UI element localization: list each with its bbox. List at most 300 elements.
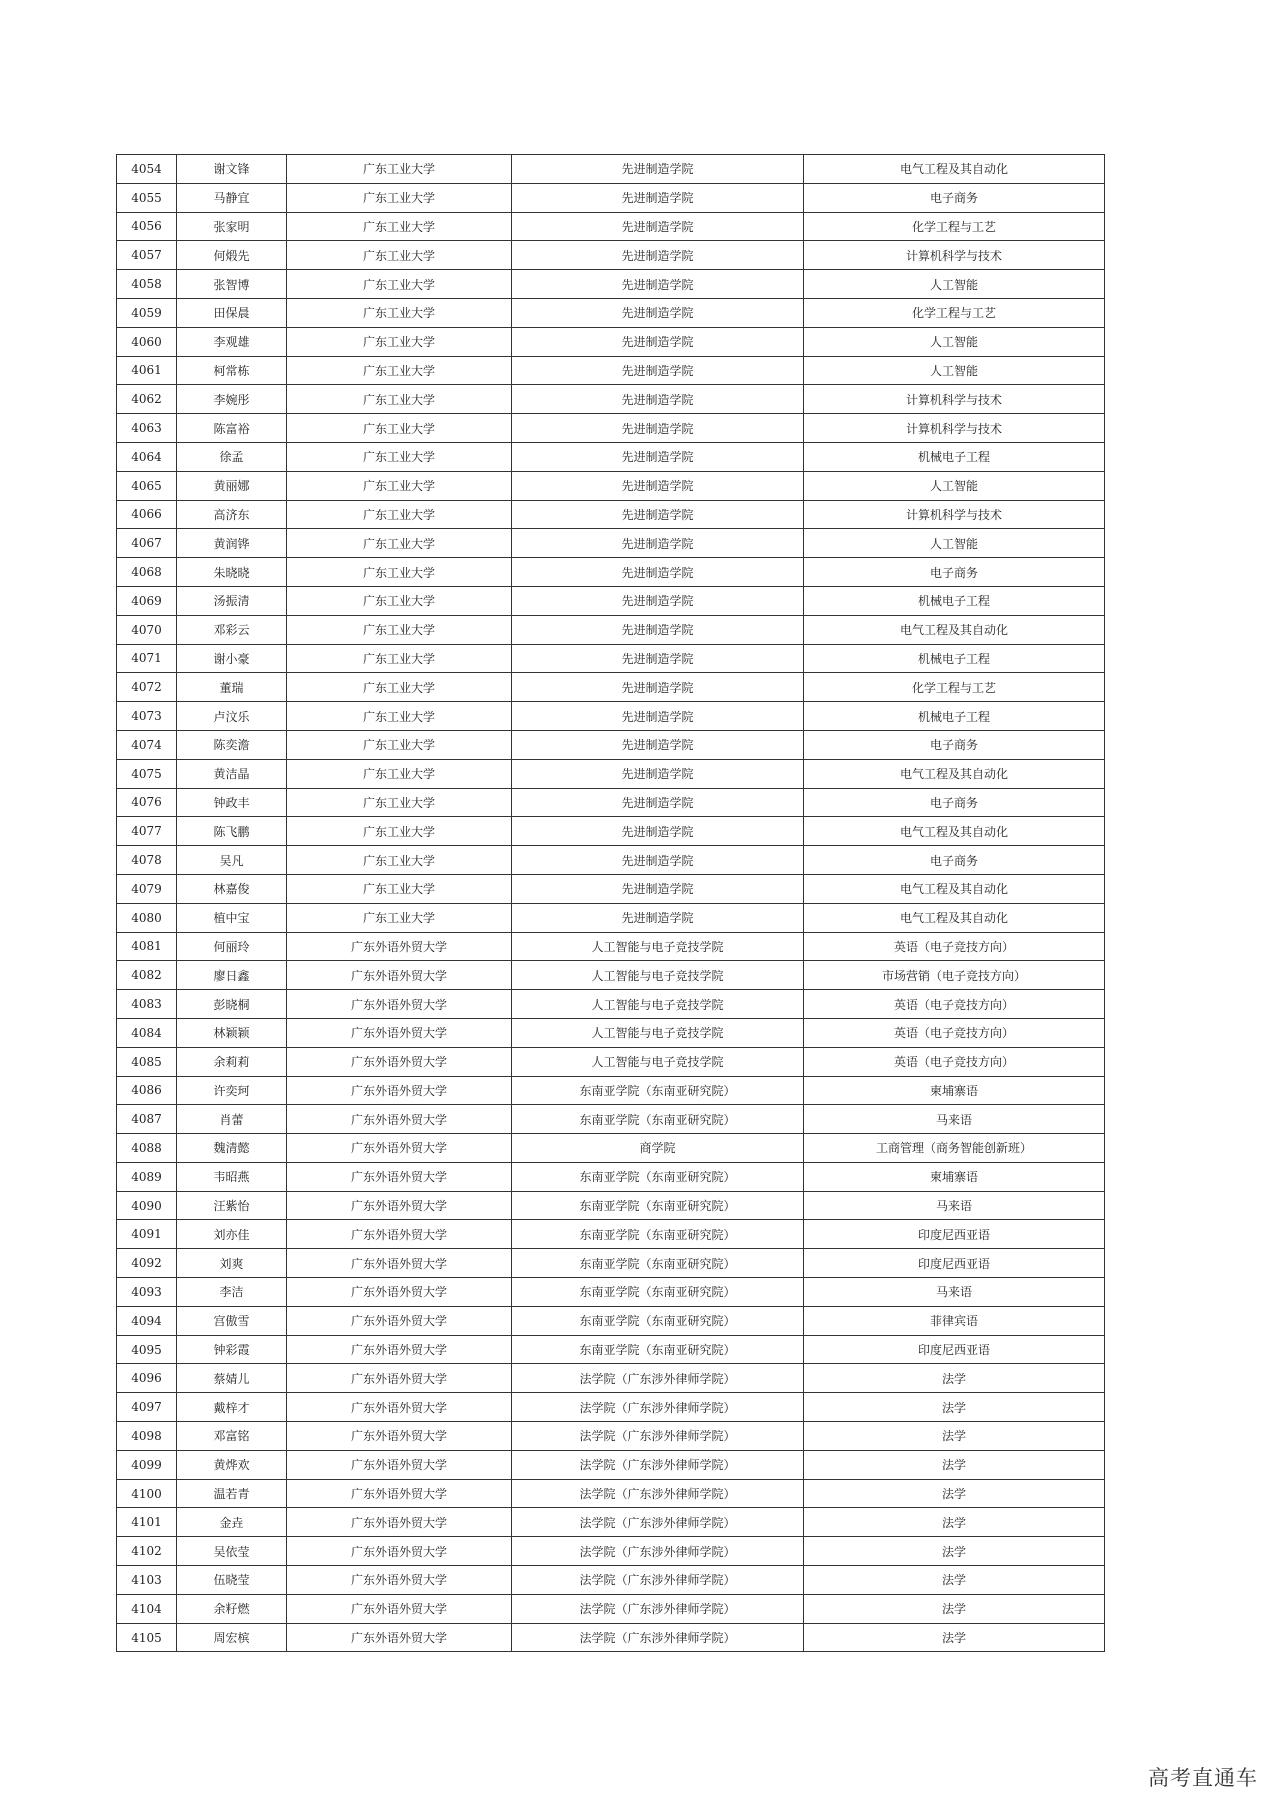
- college-cell: 法学院（广东涉外律师学院）: [512, 1479, 804, 1508]
- table-row: [117, 414, 1105, 443]
- serial-cell: 4072: [117, 673, 177, 702]
- university-cell: 广东工业大学: [287, 212, 512, 241]
- serial-cell: 4090: [117, 1191, 177, 1220]
- name-cell: 徐孟: [177, 442, 287, 471]
- college-cell: 先进制造学院: [512, 702, 804, 731]
- college-cell: 先进制造学院: [512, 356, 804, 385]
- serial-cell: 4104: [117, 1594, 177, 1623]
- serial-cell: 4094: [117, 1306, 177, 1335]
- serial-cell: 4067: [117, 529, 177, 558]
- college-cell: 先进制造学院: [512, 615, 804, 644]
- university-cell: 广东工业大学: [287, 298, 512, 327]
- serial-cell: 4065: [117, 471, 177, 500]
- college-cell: 法学院（广东涉外律师学院）: [512, 1623, 804, 1652]
- name-cell: 张家明: [177, 212, 287, 241]
- university-cell: 广东工业大学: [287, 155, 512, 184]
- major-cell: 马来语: [804, 1105, 1105, 1134]
- name-cell: 周宏槟: [177, 1623, 287, 1652]
- name-cell: 朱晓晓: [177, 558, 287, 587]
- serial-cell: 4105: [117, 1623, 177, 1652]
- serial-cell: 4091: [117, 1220, 177, 1249]
- major-cell: 电气工程及其自动化: [804, 903, 1105, 932]
- major-cell: 计算机科学与技术: [804, 414, 1105, 443]
- name-cell: 伍晓莹: [177, 1566, 287, 1595]
- serial-cell: 4092: [117, 1249, 177, 1278]
- serial-cell: 4069: [117, 586, 177, 615]
- serial-cell: 4083: [117, 990, 177, 1019]
- college-cell: 先进制造学院: [512, 874, 804, 903]
- college-cell: 法学院（广东涉外律师学院）: [512, 1508, 804, 1537]
- table-row: [117, 1162, 1105, 1191]
- table-row: [117, 730, 1105, 759]
- college-cell: 先进制造学院: [512, 903, 804, 932]
- university-cell: 广东工业大学: [287, 414, 512, 443]
- major-cell: 计算机科学与技术: [804, 500, 1105, 529]
- name-cell: 柯常栋: [177, 356, 287, 385]
- university-cell: 广东外语外贸大学: [287, 932, 512, 961]
- name-cell: 高济东: [177, 500, 287, 529]
- major-cell: 菲律宾语: [804, 1306, 1105, 1335]
- college-cell: 先进制造学院: [512, 846, 804, 875]
- university-cell: 广东工业大学: [287, 270, 512, 299]
- university-cell: 广东工业大学: [287, 529, 512, 558]
- name-cell: 田保晨: [177, 298, 287, 327]
- table-row: [117, 961, 1105, 990]
- college-cell: 先进制造学院: [512, 212, 804, 241]
- table-row: [117, 586, 1105, 615]
- university-cell: 广东外语外贸大学: [287, 1278, 512, 1307]
- serial-cell: 4056: [117, 212, 177, 241]
- table-row: [117, 1134, 1105, 1163]
- table-row: [117, 1479, 1105, 1508]
- university-cell: 广东外语外贸大学: [287, 1306, 512, 1335]
- serial-cell: 4082: [117, 961, 177, 990]
- table-row: [117, 529, 1105, 558]
- college-cell: 先进制造学院: [512, 586, 804, 615]
- serial-cell: 4099: [117, 1450, 177, 1479]
- name-cell: 董瑞: [177, 673, 287, 702]
- major-cell: 法学: [804, 1594, 1105, 1623]
- major-cell: 机械电子工程: [804, 702, 1105, 731]
- major-cell: 法学: [804, 1393, 1105, 1422]
- serial-cell: 4088: [117, 1134, 177, 1163]
- college-cell: 先进制造学院: [512, 759, 804, 788]
- name-cell: 植中宝: [177, 903, 287, 932]
- major-cell: 计算机科学与技术: [804, 241, 1105, 270]
- serial-cell: 4093: [117, 1278, 177, 1307]
- university-cell: 广东外语外贸大学: [287, 1105, 512, 1134]
- major-cell: 人工智能: [804, 270, 1105, 299]
- university-cell: 广东工业大学: [287, 241, 512, 270]
- name-cell: 马静宜: [177, 183, 287, 212]
- college-cell: 东南亚学院（东南亚研究院）: [512, 1105, 804, 1134]
- table-row: [117, 500, 1105, 529]
- university-cell: 广东工业大学: [287, 817, 512, 846]
- university-cell: 广东外语外贸大学: [287, 1076, 512, 1105]
- serial-cell: 4054: [117, 155, 177, 184]
- college-cell: 先进制造学院: [512, 183, 804, 212]
- table-row: [117, 241, 1105, 270]
- university-cell: 广东工业大学: [287, 903, 512, 932]
- name-cell: 汤振清: [177, 586, 287, 615]
- name-cell: 许奕珂: [177, 1076, 287, 1105]
- table-row: [117, 471, 1105, 500]
- college-cell: 先进制造学院: [512, 155, 804, 184]
- serial-cell: 4076: [117, 788, 177, 817]
- serial-cell: 4068: [117, 558, 177, 587]
- name-cell: 李观雄: [177, 327, 287, 356]
- university-cell: 广东工业大学: [287, 615, 512, 644]
- serial-cell: 4084: [117, 1018, 177, 1047]
- major-cell: 马来语: [804, 1191, 1105, 1220]
- university-cell: 广东工业大学: [287, 759, 512, 788]
- table-row: [117, 1422, 1105, 1451]
- serial-cell: 4073: [117, 702, 177, 731]
- university-cell: 广东外语外贸大学: [287, 961, 512, 990]
- university-cell: 广东工业大学: [287, 874, 512, 903]
- major-cell: 电子商务: [804, 183, 1105, 212]
- serial-cell: 4061: [117, 356, 177, 385]
- college-cell: 先进制造学院: [512, 442, 804, 471]
- table-row: [117, 183, 1105, 212]
- name-cell: 卢汶乐: [177, 702, 287, 731]
- university-cell: 广东工业大学: [287, 586, 512, 615]
- serial-cell: 4077: [117, 817, 177, 846]
- name-cell: 陈富裕: [177, 414, 287, 443]
- name-cell: 李婉彤: [177, 385, 287, 414]
- college-cell: 法学院（广东涉外律师学院）: [512, 1393, 804, 1422]
- college-cell: 先进制造学院: [512, 385, 804, 414]
- table-row: [117, 1537, 1105, 1566]
- table-row: [117, 356, 1105, 385]
- name-cell: 黄润铧: [177, 529, 287, 558]
- college-cell: 商学院: [512, 1134, 804, 1163]
- university-cell: 广东外语外贸大学: [287, 1422, 512, 1451]
- table-row: [117, 327, 1105, 356]
- university-cell: 广东外语外贸大学: [287, 1508, 512, 1537]
- university-cell: 广东外语外贸大学: [287, 990, 512, 1019]
- name-cell: 金垚: [177, 1508, 287, 1537]
- serial-cell: 4060: [117, 327, 177, 356]
- table-row: [117, 1047, 1105, 1076]
- name-cell: 吴凡: [177, 846, 287, 875]
- name-cell: 汪紫怡: [177, 1191, 287, 1220]
- major-cell: 电气工程及其自动化: [804, 874, 1105, 903]
- serial-cell: 4066: [117, 500, 177, 529]
- name-cell: 温若青: [177, 1479, 287, 1508]
- table-row: [117, 1249, 1105, 1278]
- college-cell: 东南亚学院（东南亚研究院）: [512, 1335, 804, 1364]
- table-row: [117, 903, 1105, 932]
- name-cell: 林颖颖: [177, 1018, 287, 1047]
- major-cell: 电子商务: [804, 730, 1105, 759]
- table-row: [117, 702, 1105, 731]
- serial-cell: 4057: [117, 241, 177, 270]
- university-cell: 广东外语外贸大学: [287, 1191, 512, 1220]
- major-cell: 工商管理（商务智能创新班）: [804, 1134, 1105, 1163]
- name-cell: 黄洁晶: [177, 759, 287, 788]
- major-cell: 电气工程及其自动化: [804, 155, 1105, 184]
- table-row: [117, 990, 1105, 1019]
- serial-cell: 4098: [117, 1422, 177, 1451]
- college-cell: 人工智能与电子竞技学院: [512, 990, 804, 1019]
- college-cell: 先进制造学院: [512, 500, 804, 529]
- table-row: [117, 212, 1105, 241]
- major-cell: 市场营销（电子竞技方向）: [804, 961, 1105, 990]
- table-row: [117, 1220, 1105, 1249]
- table-row: [117, 615, 1105, 644]
- university-cell: 广东工业大学: [287, 500, 512, 529]
- name-cell: 戴梓才: [177, 1393, 287, 1422]
- major-cell: 机械电子工程: [804, 644, 1105, 673]
- major-cell: 英语（电子竞技方向）: [804, 990, 1105, 1019]
- table-row: [117, 1566, 1105, 1595]
- college-cell: 先进制造学院: [512, 471, 804, 500]
- name-cell: 邓富铭: [177, 1422, 287, 1451]
- college-cell: 先进制造学院: [512, 241, 804, 270]
- table-row: [117, 1076, 1105, 1105]
- college-cell: 先进制造学院: [512, 270, 804, 299]
- college-cell: 东南亚学院（东南亚研究院）: [512, 1191, 804, 1220]
- major-cell: 电子商务: [804, 846, 1105, 875]
- major-cell: 法学: [804, 1422, 1105, 1451]
- name-cell: 陈奕澹: [177, 730, 287, 759]
- table-row: [117, 1105, 1105, 1134]
- university-cell: 广东工业大学: [287, 730, 512, 759]
- college-cell: 法学院（广东涉外律师学院）: [512, 1566, 804, 1595]
- name-cell: 刘亦佳: [177, 1220, 287, 1249]
- name-cell: 邓彩云: [177, 615, 287, 644]
- table-row: [117, 1335, 1105, 1364]
- name-cell: 张智博: [177, 270, 287, 299]
- name-cell: 钟彩霞: [177, 1335, 287, 1364]
- college-cell: 东南亚学院（东南亚研究院）: [512, 1278, 804, 1307]
- major-cell: 化学工程与工艺: [804, 212, 1105, 241]
- roster-table: [116, 154, 1105, 1652]
- university-cell: 广东工业大学: [287, 385, 512, 414]
- college-cell: 先进制造学院: [512, 414, 804, 443]
- serial-cell: 4086: [117, 1076, 177, 1105]
- major-cell: 柬埔寨语: [804, 1076, 1105, 1105]
- name-cell: 黄烨欢: [177, 1450, 287, 1479]
- table-row: [117, 932, 1105, 961]
- major-cell: 印度尼西亚语: [804, 1249, 1105, 1278]
- serial-cell: 4096: [117, 1364, 177, 1393]
- table-row: [117, 1594, 1105, 1623]
- college-cell: 先进制造学院: [512, 817, 804, 846]
- university-cell: 广东工业大学: [287, 183, 512, 212]
- table-row: [117, 270, 1105, 299]
- serial-cell: 4070: [117, 615, 177, 644]
- university-cell: 广东外语外贸大学: [287, 1220, 512, 1249]
- serial-cell: 4063: [117, 414, 177, 443]
- university-cell: 广东外语外贸大学: [287, 1047, 512, 1076]
- serial-cell: 4062: [117, 385, 177, 414]
- college-cell: 人工智能与电子竞技学院: [512, 932, 804, 961]
- name-cell: 陈飞鹏: [177, 817, 287, 846]
- college-cell: 法学院（广东涉外律师学院）: [512, 1594, 804, 1623]
- university-cell: 广东工业大学: [287, 471, 512, 500]
- name-cell: 彭晓桐: [177, 990, 287, 1019]
- table-row: [117, 817, 1105, 846]
- college-cell: 先进制造学院: [512, 730, 804, 759]
- major-cell: 电气工程及其自动化: [804, 759, 1105, 788]
- college-cell: 法学院（广东涉外律师学院）: [512, 1422, 804, 1451]
- serial-cell: 4071: [117, 644, 177, 673]
- major-cell: 印度尼西亚语: [804, 1335, 1105, 1364]
- university-cell: 广东外语外贸大学: [287, 1393, 512, 1422]
- major-cell: 人工智能: [804, 529, 1105, 558]
- university-cell: 广东外语外贸大学: [287, 1623, 512, 1652]
- serial-cell: 4097: [117, 1393, 177, 1422]
- major-cell: 英语（电子竞技方向）: [804, 932, 1105, 961]
- table-row: [117, 1018, 1105, 1047]
- college-cell: 先进制造学院: [512, 673, 804, 702]
- name-cell: 余莉莉: [177, 1047, 287, 1076]
- serial-cell: 4059: [117, 298, 177, 327]
- college-cell: 东南亚学院（东南亚研究院）: [512, 1306, 804, 1335]
- university-cell: 广东外语外贸大学: [287, 1566, 512, 1595]
- serial-cell: 4101: [117, 1508, 177, 1537]
- college-cell: 东南亚学院（东南亚研究院）: [512, 1162, 804, 1191]
- college-cell: 先进制造学院: [512, 558, 804, 587]
- college-cell: 先进制造学院: [512, 644, 804, 673]
- university-cell: 广东工业大学: [287, 644, 512, 673]
- university-cell: 广东外语外贸大学: [287, 1134, 512, 1163]
- major-cell: 英语（电子竞技方向）: [804, 1047, 1105, 1076]
- college-cell: 东南亚学院（东南亚研究院）: [512, 1076, 804, 1105]
- serial-cell: 4089: [117, 1162, 177, 1191]
- name-cell: 宫傲雪: [177, 1306, 287, 1335]
- college-cell: 先进制造学院: [512, 327, 804, 356]
- name-cell: 谢文锋: [177, 155, 287, 184]
- name-cell: 韦昭燕: [177, 1162, 287, 1191]
- name-cell: 何煅先: [177, 241, 287, 270]
- table-row: [117, 759, 1105, 788]
- table-row: [117, 558, 1105, 587]
- major-cell: 人工智能: [804, 356, 1105, 385]
- major-cell: 法学: [804, 1450, 1105, 1479]
- serial-cell: 4087: [117, 1105, 177, 1134]
- major-cell: 化学工程与工艺: [804, 298, 1105, 327]
- university-cell: 广东外语外贸大学: [287, 1479, 512, 1508]
- name-cell: 钟政丰: [177, 788, 287, 817]
- name-cell: 廖日鑫: [177, 961, 287, 990]
- serial-cell: 4103: [117, 1566, 177, 1595]
- table-row: [117, 874, 1105, 903]
- name-cell: 何丽玲: [177, 932, 287, 961]
- serial-cell: 4100: [117, 1479, 177, 1508]
- university-cell: 广东外语外贸大学: [287, 1450, 512, 1479]
- serial-cell: 4080: [117, 903, 177, 932]
- major-cell: 法学: [804, 1623, 1105, 1652]
- major-cell: 人工智能: [804, 471, 1105, 500]
- major-cell: 化学工程与工艺: [804, 673, 1105, 702]
- college-cell: 法学院（广东涉外律师学院）: [512, 1537, 804, 1566]
- major-cell: 电气工程及其自动化: [804, 615, 1105, 644]
- roster-body: [117, 155, 1105, 1652]
- name-cell: 吴依莹: [177, 1537, 287, 1566]
- major-cell: 法学: [804, 1537, 1105, 1566]
- serial-cell: 4074: [117, 730, 177, 759]
- name-cell: 余籽燃: [177, 1594, 287, 1623]
- university-cell: 广东外语外贸大学: [287, 1335, 512, 1364]
- table-row: [117, 442, 1105, 471]
- college-cell: 先进制造学院: [512, 298, 804, 327]
- college-cell: 法学院（广东涉外律师学院）: [512, 1364, 804, 1393]
- name-cell: 李洁: [177, 1278, 287, 1307]
- college-cell: 东南亚学院（东南亚研究院）: [512, 1249, 804, 1278]
- university-cell: 广东工业大学: [287, 558, 512, 587]
- major-cell: 电气工程及其自动化: [804, 817, 1105, 846]
- table-row: [117, 673, 1105, 702]
- table-row: [117, 644, 1105, 673]
- college-cell: 人工智能与电子竞技学院: [512, 1018, 804, 1047]
- table-row: [117, 298, 1105, 327]
- serial-cell: 4081: [117, 932, 177, 961]
- table-row: [117, 1364, 1105, 1393]
- table-row: [117, 1623, 1105, 1652]
- university-cell: 广东外语外贸大学: [287, 1364, 512, 1393]
- serial-cell: 4075: [117, 759, 177, 788]
- table-row: [117, 1191, 1105, 1220]
- major-cell: 机械电子工程: [804, 586, 1105, 615]
- college-cell: 法学院（广东涉外律师学院）: [512, 1450, 804, 1479]
- table-row: [117, 1306, 1105, 1335]
- university-cell: 广东工业大学: [287, 356, 512, 385]
- major-cell: 机械电子工程: [804, 442, 1105, 471]
- college-cell: 人工智能与电子竞技学院: [512, 1047, 804, 1076]
- university-cell: 广东外语外贸大学: [287, 1249, 512, 1278]
- university-cell: 广东外语外贸大学: [287, 1594, 512, 1623]
- watermark-logo: 高考直通车: [1148, 1766, 1258, 1790]
- college-cell: 先进制造学院: [512, 788, 804, 817]
- college-cell: 东南亚学院（东南亚研究院）: [512, 1220, 804, 1249]
- major-cell: 人工智能: [804, 327, 1105, 356]
- serial-cell: 4102: [117, 1537, 177, 1566]
- university-cell: 广东工业大学: [287, 442, 512, 471]
- major-cell: 法学: [804, 1364, 1105, 1393]
- name-cell: 刘爽: [177, 1249, 287, 1278]
- serial-cell: 4055: [117, 183, 177, 212]
- major-cell: 柬埔寨语: [804, 1162, 1105, 1191]
- name-cell: 蔡婧儿: [177, 1364, 287, 1393]
- table-row: [117, 155, 1105, 184]
- serial-cell: 4058: [117, 270, 177, 299]
- major-cell: 电子商务: [804, 788, 1105, 817]
- university-cell: 广东外语外贸大学: [287, 1162, 512, 1191]
- table-row: [117, 1508, 1105, 1537]
- major-cell: 马来语: [804, 1278, 1105, 1307]
- university-cell: 广东工业大学: [287, 788, 512, 817]
- name-cell: 谢小豪: [177, 644, 287, 673]
- major-cell: 法学: [804, 1566, 1105, 1595]
- table-row: [117, 1450, 1105, 1479]
- serial-cell: 4095: [117, 1335, 177, 1364]
- name-cell: 肖蕾: [177, 1105, 287, 1134]
- table-row: [117, 846, 1105, 875]
- name-cell: 黄丽娜: [177, 471, 287, 500]
- serial-cell: 4079: [117, 874, 177, 903]
- major-cell: 英语（电子竞技方向）: [804, 1018, 1105, 1047]
- table-row: [117, 1278, 1105, 1307]
- university-cell: 广东外语外贸大学: [287, 1018, 512, 1047]
- university-cell: 广东工业大学: [287, 673, 512, 702]
- serial-cell: 4064: [117, 442, 177, 471]
- major-cell: 法学: [804, 1508, 1105, 1537]
- serial-cell: 4078: [117, 846, 177, 875]
- table-row: [117, 385, 1105, 414]
